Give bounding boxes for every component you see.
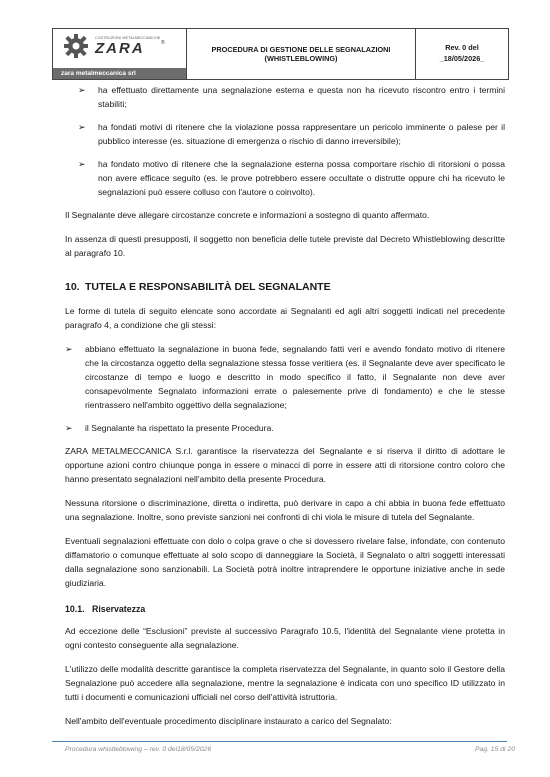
subsection-heading: 10.1. Riservatezza: [65, 604, 146, 614]
footer-divider: [52, 741, 507, 742]
paragraph: ZARA METALMECCANICA S.r.l. garantisce la riservatezza del Segnalante e si riserva il diritto di adottare le opportune azioni contro chiunque ponga in essere o minacci di porre in essere atti di ritorsione contro coloro che hanno presentato segnalazioni nell'ambito della presente Procedura.: [65, 446, 505, 484]
page-body: [65, 83, 505, 738]
paragraph: Eventuali segnalazioni effettuate con dolo o colpa grave o che si dovessero rivelare false, infondate, con contenuto diffamatorio o comunque effettuate al solo scopo di danneggiare la Società, il Segnalato o altri soggetti interessati dalla segnalazione sono sanzionabili. La Società potrà inoltre intraprendere le opportune iniziative anche in sede giudiziaria.: [65, 536, 505, 588]
list-item: ➢ ha effettuato direttamente una segnalazione esterna e questa non ha ricevuto riscontro entro i termini stabiliti;: [78, 85, 505, 109]
paragraph: Nessuna ritorsione o discriminazione, diretta o indiretta, può derivare in capo a chi abbia in buona fede effettuato una segnalazione. Inoltre, sono previste sanzioni nei confronti di chi viola le misure di tutela del Segnalante.: [65, 498, 505, 522]
company-logo: [53, 29, 187, 79]
revision-line-2: _18/05/2026_: [439, 54, 485, 63]
paragraph: In assenza di questi presupposti, il soggetto non beneficia delle tutele previste dal Decreto Whistleblowing descritte al paragrafo 10.: [65, 234, 505, 258]
company-band: zara metalmeccanica srl: [53, 68, 186, 79]
bullet-list-top: [78, 83, 505, 199]
title-line-2: (WHISTLEBLOWING): [264, 54, 338, 63]
registered-mark: ®: [161, 40, 165, 46]
list-item: ➢ ha fondati motivi di ritenere che la violazione possa rappresentare un pericolo imminente o palese per il pubblico interesse (es. situazione di emergenza o rischio di danno irreversibile);: [78, 122, 505, 146]
arrow-bullet-icon: ➢: [65, 344, 73, 354]
paragraph: Ad eccezione delle “Esclusioni” previste al successivo Paragrafo 10.5, l'identità del Segnalante viene protetta in ogni contesto conseguente alla segnalazione.: [65, 626, 505, 650]
page-number: Pag. 15 di 20: [474, 746, 515, 753]
paragraph: Le forme di tutela di seguito elencate sono accordate ai Segnalanti ed agli altri soggetti indicati nel precedente paragrafo 4, a condizione che gli stessi:: [65, 306, 505, 330]
document-header: [52, 28, 509, 80]
arrow-bullet-icon: ➢: [65, 423, 73, 433]
document-title: [187, 29, 416, 79]
paragraph: Nell'ambito dell'eventuale procedimento disciplinare instaurato a carico del Segnalato:: [65, 716, 392, 726]
arrow-bullet-icon: ➢: [78, 122, 86, 132]
arrow-bullet-icon: ➢: [78, 85, 86, 95]
section-heading: 10. TUTELA E RESPONSABILITÀ DEL SEGNALANTE: [65, 281, 331, 293]
title-line-1: PROCEDURA DI GESTIONE DELLE SEGNALAZIONI: [211, 45, 391, 54]
paragraph: Il Segnalante deve allegare circostanze concrete e informazioni a sostegno di quanto affermato.: [65, 210, 430, 220]
list-item: ➢ abbiano effettuato la segnalazione in buona fede, segnalando fatti veri e avendo fondato motivo di ritenere che la circostanza oggetto della segnalazione stessa fosse veritiera (es. il Segnalante deve aver specificato le circostanze di tempo e luogo e descritto in modo specifico il fatto, il Segnalante non deve aver consapevolmente Segnalato informazioni errate o palesemente prive di fondamento) e che le stesse rientrassero nell'ambito oggettivo della segnalazione;: [65, 344, 505, 410]
revision-info: [416, 29, 508, 79]
bullet-list-section10: [65, 342, 505, 435]
revision-line-1: Rev. 0 del: [445, 43, 479, 53]
arrow-bullet-icon: ➢: [78, 159, 86, 169]
footer-document-name: Procedura whistleblowing – rev. 0 del18/05/2026: [65, 746, 212, 753]
logo-wordmark: ZARA: [95, 40, 145, 57]
list-item: ➢ ha fondato motivo di ritenere che la segnalazione esterna possa comportare rischio di ritorsioni o possa non avere efficace seguito (es. le prove potrebbero essere occultate o distrutte oppure chi ha ricevuto le segnalazioni può essere colluso con l'autore o coinvolto).: [78, 159, 505, 197]
logo-tagline: COSTRUZIONI METALMECCANICHE: [95, 36, 161, 40]
gear-icon: [63, 33, 89, 59]
list-item: ➢ il Segnalante ha rispettato la presente Procedura.: [65, 423, 274, 433]
paragraph: L'utilizzo delle modalità descritte garantisce la completa riservatezza del Segnalante, in quanto solo il Gestore della Segnalazione può accedere alla segnalazione, mentre la segnalazione è indicata con uno specifico ID utilizzato in tutti i documenti e comunicazioni ufficiali nel corso dell'attività istruttoria.: [65, 664, 505, 702]
